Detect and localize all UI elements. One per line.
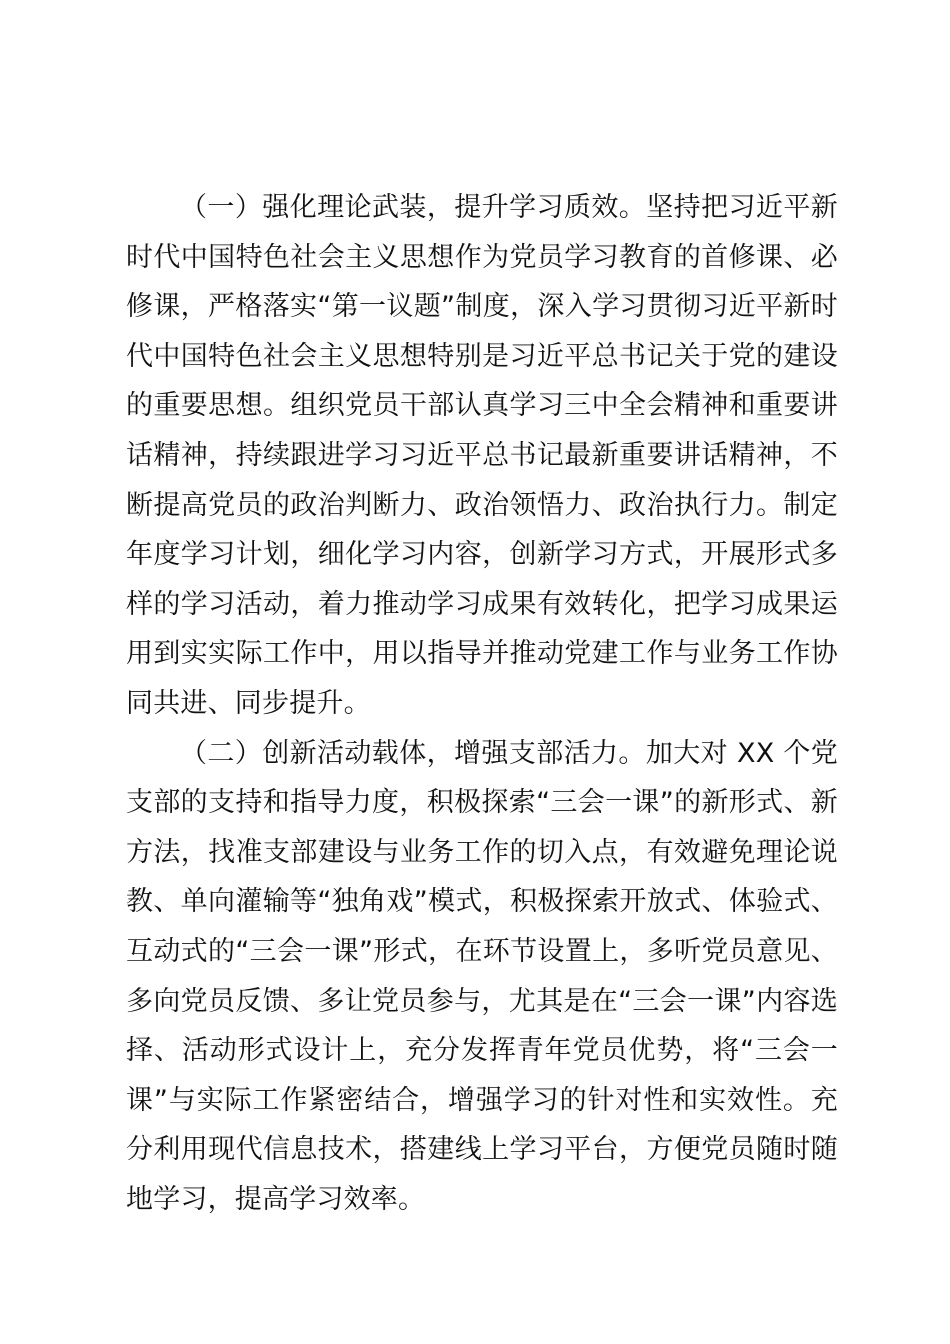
paragraph-branch-activities: （二）创新活动载体，增强支部活力。加大对 XX 个党支部的支持和指导力度，积极探索“三会一课”的新形式、新方法，找准支部建设与业务工作的切入点，有效避免理论说教、单向灌输等“独角戏”模式，积极探索开放式、体验式、互动式的“三会一课”形式，在环节设置上，多听党员意见、多向党员反馈、多让党员参与，尤其是在“三会一课”内容选择、活动形式设计上，充分发挥青年党员优势，将“三会一课”与实际工作紧密结合，增强学习的针对性和实效性。充分利用现代信息技术，搭建线上学习平台，方便党员随时随地学习，提高学习效率。 [126, 737, 838, 1215]
document-body [126, 183, 838, 1224]
paragraph-theory-study: （一）强化理论武装，提升学习质效。坚持把习近平新时代中国特色社会主义思想作为党员学习教育的首修课、必修课，严格落实“第一议题”制度，深入学习贯彻习近平新时代中国特色社会主义思想特别是习近平总书记关于党的建设的重要思想。组织党员干部认真学习三中全会精神和重要讲话精神，持续跟进学习习近平总书记最新重要讲话精神，不断提高党员的政治判断力、政治领悟力、政治执行力。制定年度学习计划，细化学习内容，创新学习方式，开展形式多样的学习活动，着力推动学习成果有效转化，把学习成果运用到实实际工作中，用以指导并推动党建工作与业务工作协同共进、同步提升。 [126, 192, 838, 719]
